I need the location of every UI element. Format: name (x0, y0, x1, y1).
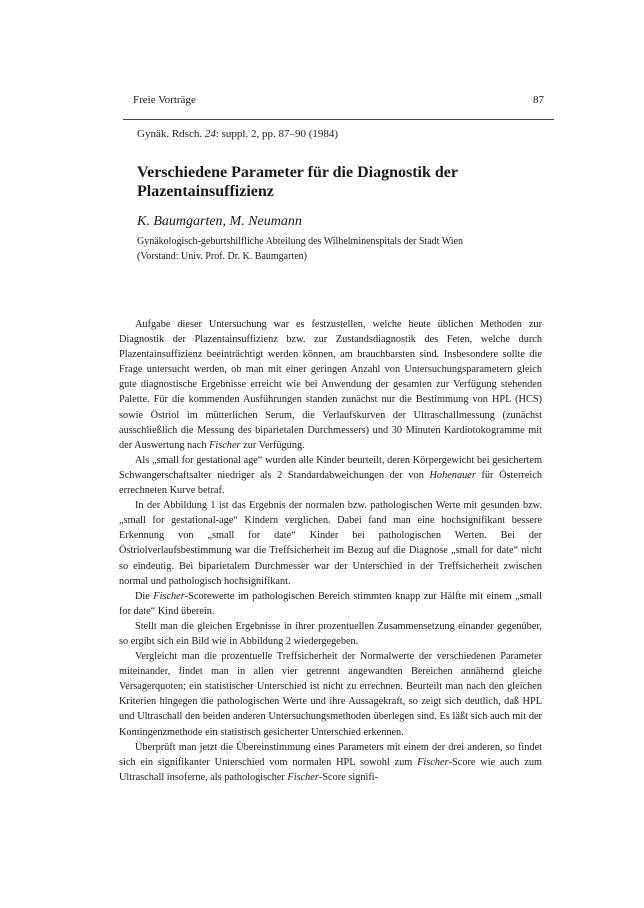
body-paragraph (119, 453, 542, 498)
body-paragraph: Vergleicht man die prozentuelle Treffsicherheit der Normalwerte der verschiedenen Parameter miteinander, findet man in allen vier getrennt angewandten Bereichen annähernd gleiche Versagerquoten; ein statistischer Unterschied ist nicht zu errechnen. Beurteilt man nach den gleichen Kriterien hingegen die pathologischen Werte und ihre Aussagekraft, so zeigt sich deutlich, daß HPL und Ultraschall den beiden anderen Untersuchungsmethoden überlegen sind. Es läßt sich auch mit der Kontingenzmethode ein statistisch gesicherter Unterschied erkennen. (119, 651, 542, 738)
citation-prefix: Gynäk. Rdsch. (137, 128, 205, 140)
author-name: Hohenauer (429, 469, 476, 481)
article-title: Verschiedene Parameter für die Diagnostik der Plazentainsuffizienz (137, 164, 458, 200)
citation-volume: 24 (204, 128, 216, 140)
affiliation-line: (Vorstand: Univ. Prof. Dr. K. Baumgarten) (137, 251, 307, 262)
affiliation (137, 234, 542, 264)
body-paragraph: In der Abbildung 1 ist das Ergebnis der normalen bzw. pathologischen Werte mit gesunden bzw. „small for gestational-age“ Kindern verglichen. Dabei fand man eine hochsignifikant bessere Erkennung von „small for date“ Kinder bei pathologischen Werten. Bei der Östriolverlaufsbestimmung war die Treffsicherheit im Bezug auf die Diagnose „small for date“ nicht so eindeutig. Bei biparietalem Durchmesser war der Unterschied in der Treffsicherheit zwischen normal und pathologisch hochsignifikant. (119, 500, 542, 587)
body-paragraph (119, 740, 542, 785)
affiliation-line: Gynäkologisch-geburtshilfliche Abteilung des Wilhelminenspitals der Stadt Wien (137, 236, 463, 247)
author-name: Fischer (153, 590, 185, 602)
text-run: -Score wie auch zum Ultraschall insoferne, als pathologischer (119, 756, 542, 783)
author-name: Fischer (209, 439, 241, 451)
author-name: Fischer (417, 756, 449, 768)
body-paragraph: Stellt man die gleichen Ergebnisse in ihrer prozentuellen Zusammensetzung einander gegenüber, so ergibt sich ein Bild wie in Abbildung 2 wiedergegeben. (119, 620, 542, 647)
citation-suffix: : suppl. 2, pp. 87–90 (1984) (215, 128, 339, 140)
page-number: 87 (533, 94, 544, 106)
article-body (119, 317, 542, 785)
text-run: -Scorewerte im pathologischen Bereich stimmten knapp zur Hälfte mit einem „small for date“ Kind überein. (119, 590, 542, 617)
citation (137, 128, 338, 140)
header-rule (123, 119, 554, 120)
text-run: für Österreich errechneten Kurve betraf. (119, 469, 542, 497)
body-paragraph (119, 317, 542, 453)
text-run: Überprüft man jetzt die Übereinstimmung eines Parameters mit einem der drei anderen, so findet sich ein signifikanter Unterschied vom normalen HPL sowohl zum (119, 741, 542, 768)
text-run: zur Verfügung. (240, 439, 305, 451)
author-name: Fischer (287, 771, 319, 783)
section-title: Freie Vorträge (133, 94, 196, 106)
body-paragraph (119, 589, 542, 619)
text-run: Als „small for gestational age“ wurden alle Kinder beurteilt, deren Körpergewicht bei gesichertem Schwangerschaftsalter niedriger als 2 Standardabweichungen der von (119, 454, 542, 481)
text-run: -Score signifi- (318, 771, 379, 783)
authors: K. Baumgarten, M. Neumann (137, 214, 302, 229)
text-run: Aufgabe dieser Untersuchung war es festzustellen, welche heute üblichen Methoden zur Diagnostik der Plazentainsuffizienz bzw. zur Zustandsdiagnostik des Feten, welche durch Plazentainsuffizienz beeinträchtigt werden können, am brauchbarsten sind. Insbesondere sollte die Frage untersucht werden, ob man mit einer geringen Anzahl von Untersuchungsparametern gleich gute diagnostische Ergebnisse erreicht wie bei Anwendung der gesamten zur Verfügung stehenden Palette. Für die kommenden Ausführungen standen zunächst nur die Bestimmung von HPL (HCS) sowie Östriol im mütterlichen Serum, die Verlaufskurven der Ultraschallmessung (zunächst ausschließlich die Messung des biparietalen Durchmessers) und 30 Minuten Kardiotokogramme mit der Auswertung nach (119, 319, 542, 451)
text-run: Die (135, 590, 154, 602)
